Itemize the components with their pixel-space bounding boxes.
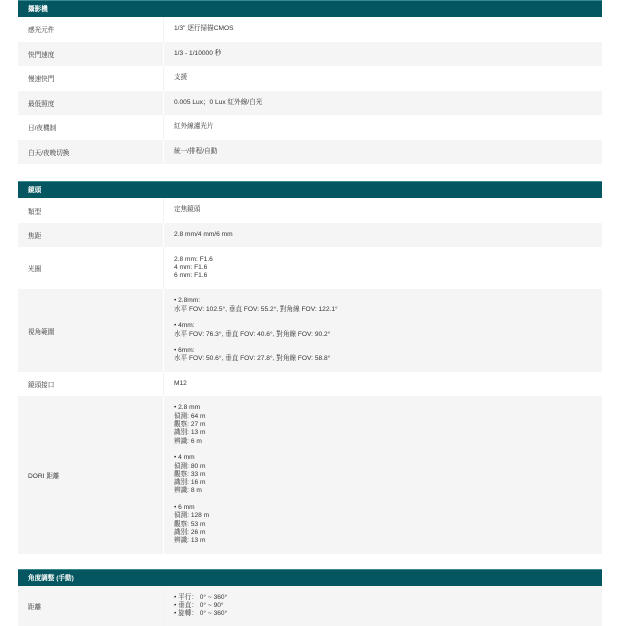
section-header: 角度調整 (手動) [18,569,602,586]
row-label: 距離 [18,586,164,626]
spec-table [18,586,602,626]
table-row [18,372,602,396]
table-row [18,140,602,165]
row-value: • 2.8 mm 偵測: 64 m 觀察: 27 m 識別: 13 m 辨識: 6 m • 4 mm 偵測: 80 m 觀察: 33 m 識別: 16 m 辨識: 8 m • 6 mm 偵測: 128 m 觀察: 53 m 識別: 26 m 辨識: 13 m [174,404,210,545]
row-value: 支援 [174,74,188,82]
row-value: 2.8 mm: F1.6 4 mm: F1.6 6 mm: F1.6 [174,255,213,280]
section-lens [18,181,602,554]
row-value: 1/3 - 1/10000 秒 [174,49,222,57]
table-row [18,223,602,247]
row-label: 慢速快門 [18,66,164,91]
row-label: 鏡頭接口 [18,372,164,396]
table-row [18,42,602,67]
row-value: 定焦鏡頭 [174,206,201,214]
row-value: • 平行： 0° ~ 360° • 垂直： 0° ~ 90° • 旋轉： 0° ~ 360° [174,593,228,618]
table-row [18,66,602,91]
row-label: 最低照度 [18,91,164,116]
row-label: 日/夜機制 [18,115,164,140]
section-camera [18,0,602,164]
row-label: 類型 [18,198,164,223]
row-label: 感光元件 [18,17,164,42]
row-label: 白天/夜晚切換 [18,140,164,165]
section-header: 鏡頭 [18,181,602,198]
row-label: 焦距 [18,223,164,247]
row-value: 統一/排程/自動 [174,147,218,155]
section-angle-adjustment [18,569,602,626]
table-row [18,289,602,372]
spec-table [18,198,602,554]
row-value: 0.005 Lux；0 Lux 紅外線/白光 [174,98,263,106]
row-value: 紅外線濾光片 [174,123,214,131]
row-value: 1/3" 逐行掃描CMOS [174,25,234,33]
row-label: 視角範圍 [18,289,164,372]
table-row [18,115,602,140]
table-row [18,91,602,116]
row-label: DORI 距離 [18,396,164,554]
row-value: • 2.8mm: 水平 FOV: 102.5°, 垂直 FOV: 55.2°, 對角線 FOV: 122.1° • 4mm: 水平 FOV: 76.3°, 垂直 FOV: 40.6°, 對角線 FOV: 90.2° • 6mm: 水平 FOV: 50.6°, 垂直 FOV: 27.8°, 對角線 FOV: 58.8° [174,297,338,363]
table-row [18,586,602,626]
spec-table [18,17,602,164]
row-label: 光圈 [18,247,164,289]
table-row [18,17,602,42]
section-header: 攝影機 [18,0,602,17]
row-value: 2.8 mm/4 mm/6 mm [174,230,233,238]
row-value: M12 [174,379,187,387]
table-row [18,247,602,289]
table-row [18,198,602,223]
row-label: 快門速度 [18,42,164,67]
table-row [18,396,602,554]
